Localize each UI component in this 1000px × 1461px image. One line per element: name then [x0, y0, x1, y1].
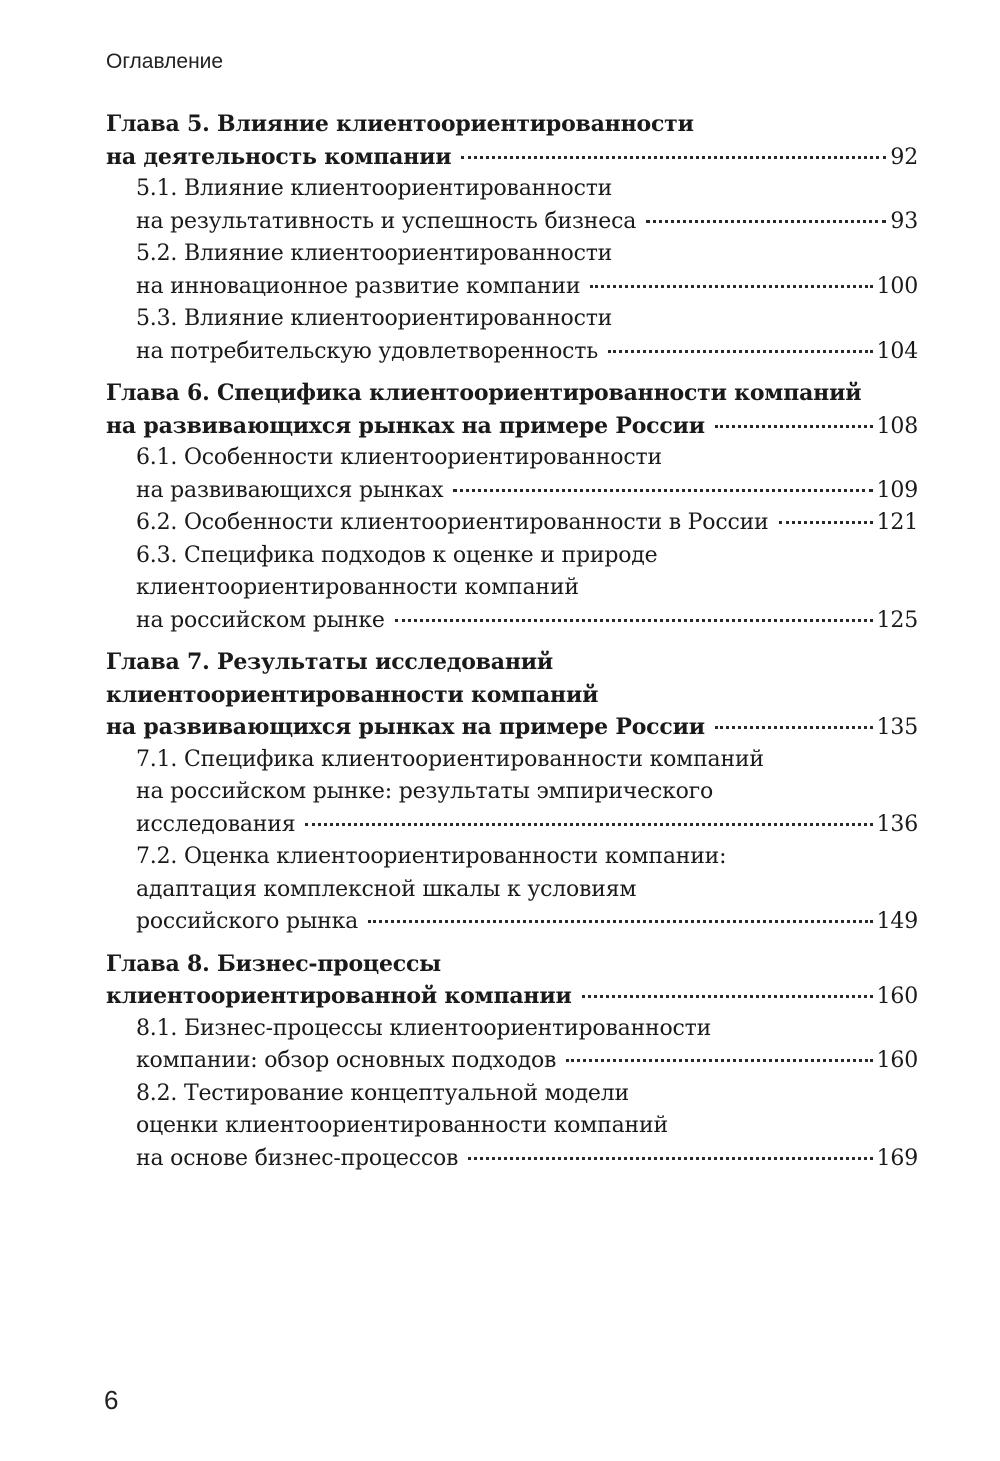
toc-section-6-1[interactable] [106, 442, 918, 507]
section-title-line: на основе бизнес-процессов [136, 1145, 459, 1171]
toc-section-5-1[interactable] [106, 173, 918, 238]
toc-section-8-2[interactable] [106, 1078, 918, 1176]
section-title-line: компании: обзор основных подходов [136, 1048, 557, 1073]
toc-chapter-5 [106, 108, 918, 368]
page-ref: 104 [876, 338, 918, 364]
section-title-line: 6.3. Специфика подходов к оценке и природе [136, 542, 658, 568]
page-ref: 121 [876, 510, 918, 535]
section-title-line: 5.2. Влияние клиентоориентированности [136, 241, 613, 266]
chapter-title-line: на развивающихся рынках на примере России [106, 412, 705, 439]
page-ref: 93 [890, 208, 918, 234]
toc-section-6-3[interactable] [106, 540, 918, 638]
dot-leader [779, 521, 873, 524]
section-title-line: на российском рынке: результаты эмпирического [136, 779, 714, 804]
section-title-line: 5.1. Влияние клиентоориентированности [136, 176, 613, 201]
page-ref: 109 [876, 477, 918, 503]
chapter-title-line: Глава 7. Результаты исследований [106, 649, 553, 675]
dot-leader [566, 1059, 872, 1062]
page-ref: 160 [876, 1048, 918, 1073]
section-title-line: 6.2. Особенности клиентоориентированности в России [136, 510, 769, 535]
page-ref: 92 [890, 144, 918, 170]
toc-section-7-1[interactable] [106, 744, 918, 842]
page-ref: 149 [876, 909, 918, 934]
table-of-contents [106, 108, 918, 1184]
page-ref: 136 [876, 811, 918, 837]
page-ref: 160 [876, 984, 918, 1009]
section-title-line: на развивающихся рынках [136, 477, 444, 503]
section-title-line: исследования [136, 811, 296, 837]
page-ref: 108 [876, 413, 918, 439]
chapter-title-line: клиентоориентированности компаний [106, 681, 599, 708]
toc-chapter-7 [106, 646, 918, 939]
toc-section-5-2[interactable] [106, 238, 918, 303]
section-title-line: на инновационное развитие компании [136, 273, 581, 299]
chapter-title-line: на деятельность компании [106, 143, 452, 170]
page-ref: 135 [876, 715, 918, 740]
section-title-line: на российском рынке [136, 607, 385, 633]
toc-chapter-6 [106, 377, 918, 637]
chapter-title-line: Глава 8. Бизнес-процессы [106, 950, 442, 977]
page-ref: 125 [876, 607, 918, 633]
chapter-heading[interactable] [106, 108, 918, 173]
dot-leader [582, 995, 873, 998]
section-title-line: клиентоориентированности компаний [136, 575, 579, 600]
dot-leader [590, 285, 872, 288]
toc-section-5-3[interactable] [106, 303, 918, 368]
section-title-line: на результативность и успешность бизнеса [136, 208, 637, 234]
page-number: 6 [104, 1385, 119, 1415]
dot-leader [715, 425, 873, 428]
section-title-line: российского рынка [136, 909, 359, 934]
section-title-line: на потребительскую удовлетворенность [136, 338, 599, 364]
section-title-line: оценки клиентоориентированности компаний [136, 1113, 668, 1138]
dot-leader [305, 823, 872, 826]
chapter-title-line: клиентоориентированной компании [106, 983, 572, 1009]
chapter-heading[interactable] [106, 377, 918, 442]
chapter-heading[interactable] [106, 646, 918, 744]
dot-leader [646, 220, 886, 223]
chapter-title-line: Глава 5. Влияние клиентоориентированности [106, 111, 694, 137]
chapter-heading[interactable] [106, 948, 918, 1013]
dot-leader [608, 350, 873, 353]
toc-section-8-1[interactable] [106, 1013, 918, 1078]
section-title-line: 6.1. Особенности клиентоориентированности [136, 445, 662, 470]
toc-section-6-2[interactable] [106, 507, 918, 540]
dot-leader [468, 1157, 872, 1160]
chapter-title-line: Глава 6. Специфика клиентоориентированности компаний [106, 380, 862, 406]
page-ref: 169 [876, 1145, 918, 1171]
chapter-title-line: на развивающихся рынках на примере России [106, 714, 705, 740]
page-ref: 100 [876, 273, 918, 299]
dot-leader [461, 156, 886, 159]
toc-chapter-8 [106, 948, 918, 1176]
section-title-line: 8.2. Тестирование концептуальной модели [136, 1080, 629, 1106]
section-title-line: 7.2. Оценка клиентоориентированности компании: [136, 844, 727, 869]
dot-leader [715, 726, 873, 729]
dot-leader [368, 920, 872, 923]
section-title-line: 7.1. Специфика клиентоориентированности компаний [136, 746, 764, 772]
dot-leader [453, 489, 872, 492]
section-title-line: адаптация комплексной шкалы к условиям [136, 876, 637, 902]
running-head: Оглавление [106, 50, 224, 73]
section-title-line: 8.1. Бизнес-процессы клиентоориентированности [136, 1015, 712, 1041]
dot-leader [395, 619, 873, 622]
section-title-line: 5.3. Влияние клиентоориентированности [136, 306, 613, 331]
toc-section-7-2[interactable] [106, 841, 918, 939]
